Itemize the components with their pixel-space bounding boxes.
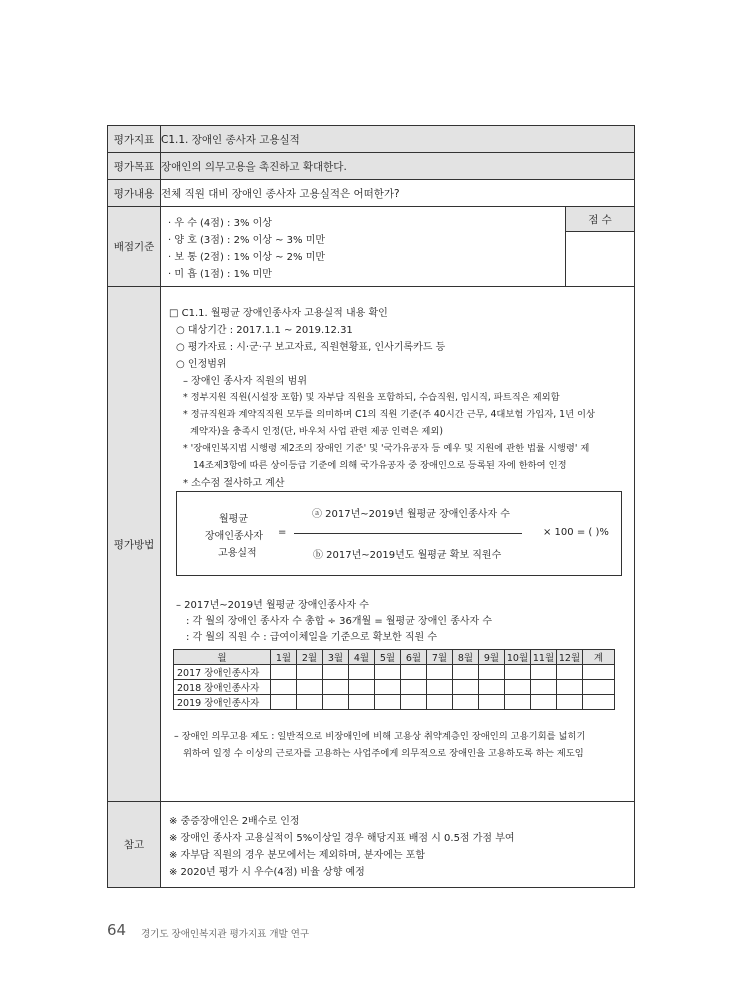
month-header-cell: 10월	[505, 650, 531, 665]
row-content	[108, 180, 635, 207]
month-header-cell: 6월	[401, 650, 427, 665]
month-header-cell: 월	[174, 650, 271, 665]
method-note: : 각 월의 장애인 종사자 수 총합 ÷ 36개월 = 월평균 장애인 종사자 수	[186, 616, 493, 627]
method-note: : 각 월의 직원 수 : 급여이체일을 기준으로 확보한 직원 수	[186, 632, 438, 643]
row-goal	[108, 153, 635, 180]
indicator-value: C1.1. 장애인 종사자 고용실적	[161, 126, 635, 153]
table-row	[174, 695, 615, 710]
goal-value: 장애인의 의무고용을 촉진하고 확대한다.	[161, 153, 635, 180]
reference-item: ※ 자부담 직원의 경우 분모에서는 제외하며, 분자에는 포함	[169, 850, 425, 861]
month-header-cell: 2월	[297, 650, 323, 665]
score-header: 점 수	[566, 207, 635, 232]
label-scoring: 배점기준	[108, 207, 161, 287]
label-indicator: 평가지표	[108, 126, 161, 153]
monthly-table	[173, 649, 615, 710]
month-header-cell: 9월	[479, 650, 505, 665]
month-header-cell: 11월	[531, 650, 557, 665]
method-line: * 정규직원과 계약직직원 모두를 의미하며 C1의 직원 기준(주 40시간 근무, 4대보험 가입자, 1년 이상	[183, 409, 595, 420]
formula-left-line: 고용실적	[218, 548, 257, 559]
method-line: ○ 대상기간 : 2017.1.1 ~ 2019.12.31	[176, 325, 353, 336]
month-header-cell: 7월	[427, 650, 453, 665]
reference-item: ※ 중증장애인은 2배수로 인정	[169, 816, 300, 827]
method-note: – 2017년~2019년 월평균 장애인종사자 수	[176, 600, 369, 611]
month-header-cell: 3월	[323, 650, 349, 665]
label-reference: 참고	[108, 802, 161, 888]
content-value: 전체 직원 대비 장애인 종사자 고용실적은 어떠한가?	[161, 180, 635, 207]
label-goal: 평가목표	[108, 153, 161, 180]
scoring-item: · 우 수 (4점) : 3% 이상	[168, 218, 272, 229]
month-header-cell: 1월	[271, 650, 297, 665]
formula-denominator: ⓑ 2017년~2019년도 월평균 확보 직원수	[313, 550, 502, 561]
table-row	[174, 665, 615, 680]
method-line: * '장애인복지법 시행령 제2조의 장애인 기준' 및 '국가유공자 등 예우 및 지원에 관한 법률 시행령' 제	[183, 443, 590, 454]
formula-multiplier: × 100 = ( )%	[543, 527, 609, 538]
formula-numerator: ⓐ 2017년~2019년 월평균 장애인종사자 수	[312, 509, 510, 520]
year-label: 2018 장애인종사자	[174, 680, 271, 695]
footer-title: 경기도 장애인복지관 평가지표 개발 연구	[141, 929, 310, 940]
row-indicator	[108, 126, 635, 153]
method-heading: □ C1.1. 월평균 장애인종사자 고용실적 내용 확인	[169, 308, 388, 319]
monthly-table-header	[174, 650, 615, 665]
method-line: * 정부지원 직원(시설장 포함) 및 자부담 직원을 포함하되, 수습직원, 임시직, 파트직은 제외함	[183, 392, 560, 403]
formula-fraction-line	[294, 533, 522, 534]
method-line: – 장애인 종사자 직원의 범위	[183, 376, 307, 387]
scoring-item: · 보 통 (2점) : 1% 이상 ~ 2% 미만	[168, 252, 326, 263]
label-content: 평가내용	[108, 180, 161, 207]
month-header-cell: 4월	[349, 650, 375, 665]
scoring-item: · 양 호 (3점) : 2% 이상 ~ 3% 미만	[168, 235, 326, 246]
reference-item: ※ 장애인 종사자 고용실적이 5%이상일 경우 해당지표 배점 시 0.5점 가점 부여	[169, 833, 515, 844]
formula-left-line: 장애인종사자	[205, 531, 263, 542]
method-footer-line: 위하여 일정 수 이상의 근로자를 고용하는 사업주에게 의무적으로 장애인을 고용하도록 하는 제도임	[183, 748, 584, 759]
formula-left-line: 월평균	[219, 514, 248, 525]
table-row	[174, 680, 615, 695]
score-value-cell	[566, 232, 635, 287]
month-header-cell: 8월	[453, 650, 479, 665]
year-label: 2019 장애인종사자	[174, 695, 271, 710]
scoring-item: · 미 흡 (1점) : 1% 미만	[168, 269, 272, 280]
method-footer-line: – 장애인 의무고용 제도 : 일반적으로 비장애인에 비해 고용상 취약계층인 장애인의 고용기회를 넓히기	[174, 731, 586, 742]
year-label: 2017 장애인종사자	[174, 665, 271, 680]
formula-equals: =	[278, 527, 287, 538]
method-line: ○ 인정범위	[176, 359, 227, 370]
method-line: 14조제3항에 따른 상이등급 기준에 의해 국가유공자 중 장애인으로 등록된 자에 한하여 인정	[193, 460, 567, 471]
label-method: 평가방법	[108, 287, 161, 802]
reference-item: ※ 2020년 평가 시 우수(4점) 비율 상향 예정	[169, 867, 365, 878]
month-header-cell: 12월	[557, 650, 583, 665]
month-header-cell: 계	[583, 650, 615, 665]
method-line: ○ 평가자료 : 시·군·구 보고자료, 직원현황표, 인사기록카드 등	[176, 342, 446, 353]
page-number: 64	[107, 921, 127, 939]
method-line: 계약자)을 충족시 인정(단, 바우처 사업 관련 제공 인력은 제외)	[190, 426, 444, 437]
month-header-cell: 5월	[375, 650, 401, 665]
method-line: * 소수점 절사하고 계산	[183, 478, 285, 489]
